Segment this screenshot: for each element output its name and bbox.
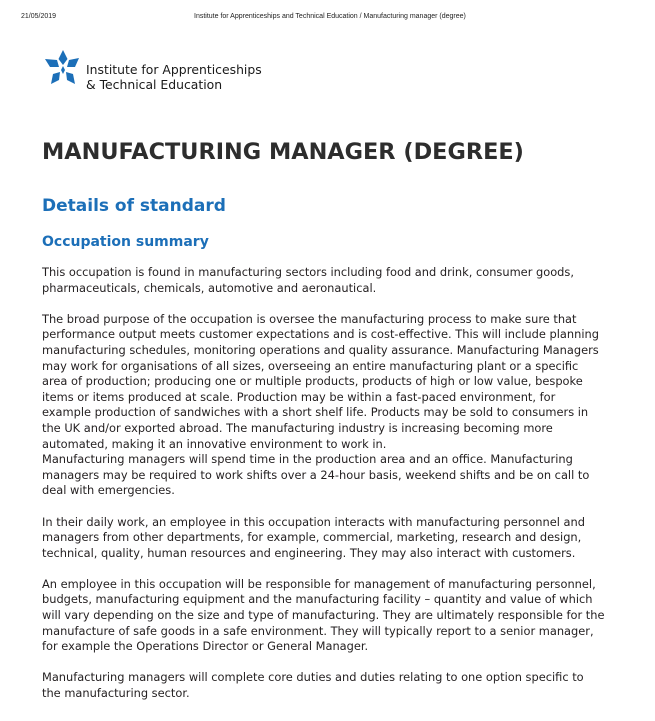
paragraph-5 (42, 577, 632, 655)
print-page-title: Institute for Apprenticeships and Technical Education / Manufacturing manager (degree) (194, 13, 466, 20)
paragraph-3 (42, 452, 632, 499)
paragraph-4 (42, 515, 632, 562)
paragraph-line: This occupation is found in manufacturing sectors including food and drink, consumer goods, (42, 265, 574, 279)
paragraph-line: performance output meets customer expectations and is cost-effective. This will include planning (42, 327, 599, 342)
subsection-title: Occupation summary (42, 234, 209, 250)
section-title: Details of standard (42, 196, 226, 216)
logo-line-2: & Technical Education (86, 76, 223, 92)
paragraph-line: An employee in this occupation will be responsible for management of manufacturing personnel, (42, 576, 596, 591)
paragraph-line: may work for organisations of all sizes, overseeing an entire manufacturing plant or a specific (42, 358, 579, 373)
paragraph-line: budgets, manufacturing equipment and the manufacturing facility – quantity and value of which (42, 592, 593, 607)
paragraph-line: area of production; producing one or multiple products, products of high or low value, bespoke (42, 374, 583, 389)
paragraph-line: managers may be required to work shifts over a 24-hour basis, weekend shifts and be on call to (42, 467, 590, 482)
paragraph-line: automated, making it an innovative environment to work in. (42, 436, 387, 451)
paragraph-line: items or items produced at scale. Production may be within a fast-paced environment, for (42, 389, 556, 404)
star-cluster-icon (41, 46, 87, 92)
paragraph-line: will vary depending on the size and type of manufacturing. They are ultimately responsible for the (42, 608, 605, 623)
paragraph-line: the manufacturing sector. (42, 686, 190, 701)
paragraph-line: example production of sandwiches with a short shelf life. Products may be sold to consumers in (42, 405, 589, 420)
paragraph-line: technical, quality, human resources and engineering. They may also interact with customers. (42, 545, 576, 560)
paragraph-2 (42, 312, 632, 452)
paragraph-line: The broad purpose of the occupation is oversee the manufacturing process to make sure that (42, 311, 577, 326)
page-title: MANUFACTURING MANAGER (DEGREE) (42, 139, 524, 165)
logo-line-1: Institute for Apprenticeships (86, 62, 262, 77)
paragraph-line: pharmaceuticals, chemicals, automotive and aeronautical. (42, 280, 377, 295)
paragraph-line: Manufacturing managers will complete core duties and duties relating to one option specific to (42, 670, 584, 685)
print-date: 21/05/2019 (21, 13, 57, 20)
print-header (0, 10, 655, 24)
paragraph-line: manufacturing schedules, monitoring operations and quality assurance. Manufacturing Managers (42, 342, 599, 357)
paragraph-line: managers from other departments, for example, commercial, marketing, research and design, (42, 530, 582, 545)
paragraph-line: manufacture of safe goods in a safe environment. They will typically report to a senior manager, (42, 623, 594, 638)
paragraph-6 (42, 670, 632, 701)
paragraph-1 (42, 265, 632, 296)
paragraph-line: In their daily work, an employee in this occupation interacts with manufacturing personnel and (42, 514, 585, 529)
paragraph-line: for example the Operations Director or General Manager. (42, 639, 369, 654)
paragraph-line: deal with emergencies. (42, 483, 175, 498)
institute-logo[interactable] (41, 46, 341, 96)
paragraph-line: the UK and/or exported abroad. The manufacturing industry is increasing becoming more (42, 420, 553, 435)
paragraph-line: Manufacturing managers will spend time in the production area and an office. Manufacturing (42, 452, 573, 467)
occupation-summary-body (42, 265, 632, 717)
logo-wordmark (86, 63, 262, 92)
